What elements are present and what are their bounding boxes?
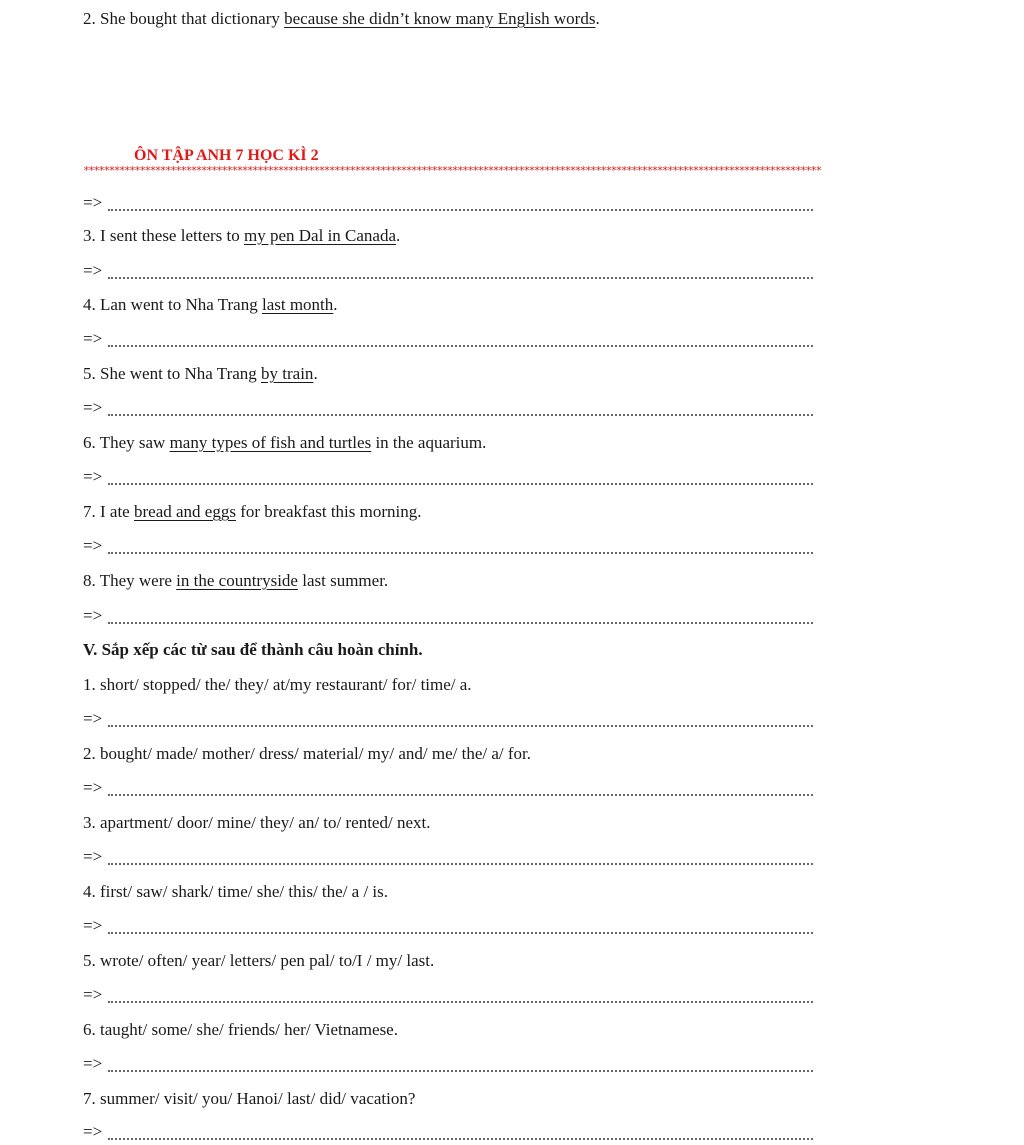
question-item (83, 501, 422, 523)
question-text: She bought that dictionary (100, 9, 285, 28)
answer-line[interactable] (83, 915, 813, 937)
question-number: 4. (83, 295, 96, 314)
question-item (83, 294, 338, 316)
answer-arrow: => (83, 1122, 103, 1141)
rearrange-item: 7. summer/ visit/ you/ Hanoi/ last/ did/ vacation? (83, 1089, 416, 1108)
question-item (83, 363, 318, 385)
answer-line[interactable] (83, 984, 813, 1006)
rearrange-item: 4. first/ saw/ shark/ time/ she/ this/ the/ a / is. (83, 882, 389, 901)
underlined-phrase: last month (261, 295, 334, 314)
answer-line[interactable] (83, 466, 813, 488)
question-text: They saw (99, 433, 170, 452)
question-text-end: . (333, 295, 338, 314)
answer-arrow: => (83, 985, 103, 1004)
answer-blank[interactable] (108, 552, 813, 554)
question-number: 8. (83, 571, 96, 590)
answer-arrow: => (83, 536, 103, 555)
answer-line[interactable] (83, 708, 813, 730)
underlined-phrase: because she didn’t know many English words (284, 9, 596, 28)
question-number: 2. (83, 9, 96, 28)
question-text-end: last summer. (297, 571, 389, 590)
question-number: 5. (83, 364, 96, 383)
answer-arrow: => (83, 847, 103, 866)
question-number: 3. (83, 226, 96, 245)
answer-arrow: => (83, 193, 103, 212)
question-number: 6. (83, 433, 96, 452)
answer-arrow: => (83, 778, 103, 797)
answer-blank[interactable] (108, 622, 813, 624)
answer-blank[interactable] (108, 1138, 813, 1140)
rearrange-item: 5. wrote/ often/ year/ letters/ pen pal/ to/I / my/ last. (83, 951, 435, 970)
answer-arrow: => (83, 916, 103, 935)
question-text: Lan went to Nha Trang (100, 295, 262, 314)
underlined-phrase: in the countryside (176, 571, 298, 590)
answer-blank[interactable] (108, 277, 813, 279)
answer-blank[interactable] (108, 932, 813, 934)
rearrange-item: 3. apartment/ door/ mine/ they/ an/ to/ rented/ next. (83, 813, 431, 832)
underlined-phrase: many types of fish and turtles (169, 433, 372, 452)
answer-arrow: => (83, 398, 103, 417)
answer-arrow: => (83, 329, 103, 348)
answer-arrow: => (83, 261, 103, 280)
question-item (83, 432, 486, 454)
question-number: 7. (83, 502, 96, 521)
answer-blank[interactable] (108, 794, 813, 796)
answer-line[interactable] (83, 328, 813, 350)
question-text: I sent these letters to (100, 226, 244, 245)
answer-blank[interactable] (108, 209, 813, 211)
answer-blank[interactable] (108, 345, 813, 347)
answer-arrow: => (83, 1054, 103, 1073)
answer-blank[interactable] (108, 1070, 813, 1072)
answer-line[interactable] (83, 846, 813, 868)
answer-blank[interactable] (108, 483, 813, 485)
question-text-end: . (313, 364, 318, 383)
question-text: She went to Nha Trang (100, 364, 262, 383)
question-text-end: . (396, 226, 401, 245)
question-text-end: . (595, 9, 600, 28)
question-item (83, 570, 388, 592)
header-star-divider: ************************************************************************************************************************************************ (83, 164, 821, 177)
question-text-end: in the aquarium. (371, 433, 487, 452)
answer-line[interactable] (83, 260, 813, 282)
answer-blank[interactable] (108, 725, 813, 727)
answer-arrow: => (83, 709, 103, 728)
rearrange-item: 6. taught/ some/ she/ friends/ her/ Vietnamese. (83, 1020, 398, 1039)
rearrange-item: 2. bought/ made/ mother/ dress/ material/ my/ and/ me/ the/ a/ for. (83, 744, 532, 763)
question-text: They were (99, 571, 177, 590)
underlined-phrase: by train (261, 364, 314, 383)
answer-arrow: => (83, 467, 103, 486)
question-text: I ate (100, 502, 134, 521)
underlined-phrase: bread and eggs (133, 502, 236, 521)
answer-line[interactable] (83, 605, 813, 627)
answer-arrow: => (83, 606, 103, 625)
rearrange-item: 1. short/ stopped/ the/ they/ at/my restaurant/ for/ time/ a. (83, 675, 472, 694)
answer-blank[interactable] (108, 1001, 813, 1003)
question-text-end: for breakfast this morning. (235, 502, 422, 521)
answer-line[interactable] (83, 1121, 813, 1143)
underlined-phrase: my pen Dal in Canada (244, 226, 397, 245)
page-header-title: ÔN TẬP ANH 7 HỌC KÌ 2 (134, 147, 319, 164)
answer-line[interactable] (83, 535, 813, 557)
answer-line[interactable] (83, 192, 813, 214)
answer-line[interactable] (83, 777, 813, 799)
question-item (83, 225, 400, 247)
answer-line[interactable] (83, 1053, 813, 1075)
answer-blank[interactable] (108, 414, 813, 416)
section-title: V. Sắp xếp các từ sau để thành câu hoàn chỉnh. (83, 640, 423, 659)
answer-blank[interactable] (108, 863, 813, 865)
answer-line[interactable] (83, 397, 813, 419)
question-item (83, 8, 600, 30)
